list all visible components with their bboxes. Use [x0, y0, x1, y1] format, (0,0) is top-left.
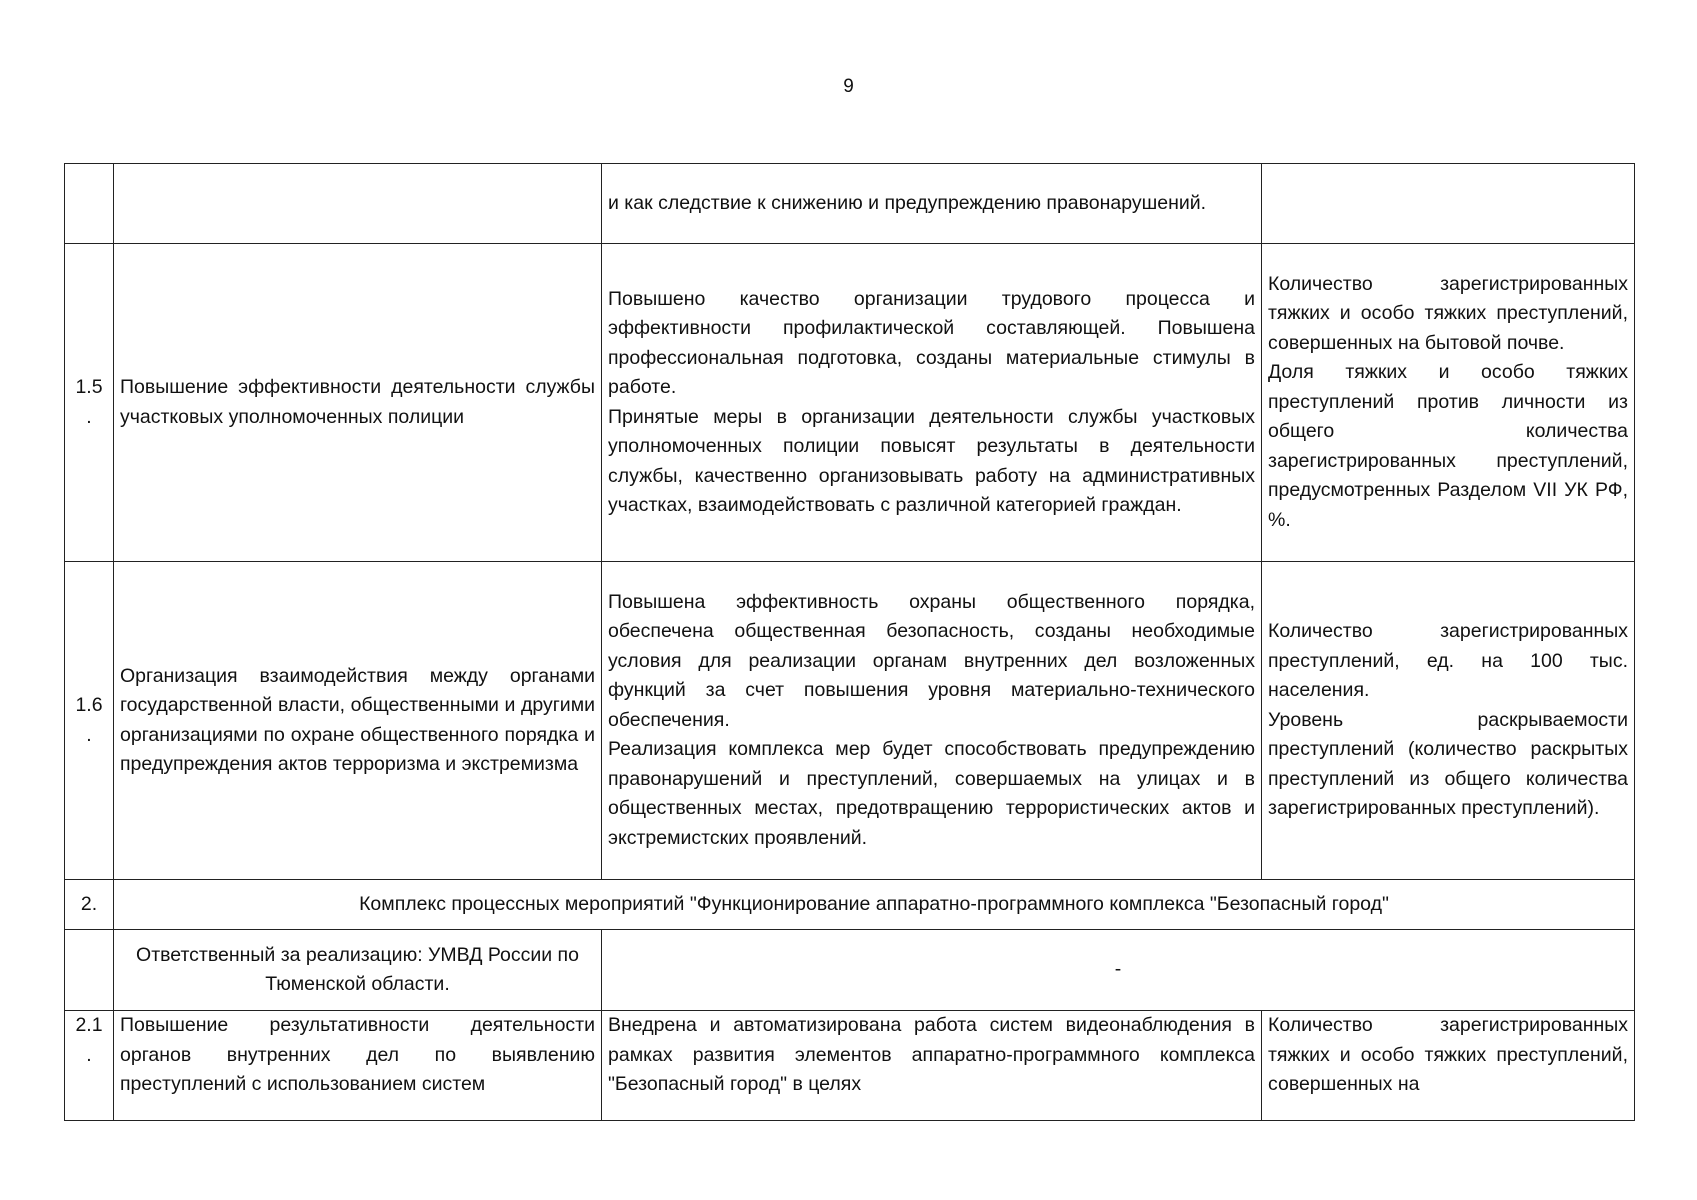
effect-paragraph: Повышено качество организации трудового процесса и эффективности профилактической составляющей. Повышена профессиональная подготовка, созданы материальные стимулы в работе.	[608, 287, 1255, 398]
row-number: 2.1 .	[65, 1011, 114, 1121]
section-title: Комплекс процессных мероприятий "Функционирование аппаратно-программного комплекса "Безопасный город"	[114, 880, 1635, 930]
responsible-row	[65, 930, 1635, 1011]
indicator-cell	[1262, 562, 1635, 880]
task-cell	[114, 164, 602, 244]
row-number: 1.6 .	[65, 562, 114, 880]
task-cell: Повышение эффективности деятельности службы участковых уполномоченных полиции	[114, 244, 602, 562]
responsible-label: Ответственный за реализацию: УМВД России по Тюменской области.	[114, 930, 602, 1011]
effect-cell: Внедрена и автоматизирована работа систем видеонаблюдения в рамках развития элементов аппаратно-программного комплекса "Безопасный город" в целях	[602, 1011, 1262, 1121]
effect-cell	[602, 164, 1262, 244]
effect-cell	[602, 244, 1262, 562]
table-row	[65, 562, 1635, 880]
row-number	[65, 930, 114, 1011]
indicator-cell	[1262, 244, 1635, 562]
responsible-value: -	[602, 930, 1635, 1011]
row-number: 1.5 .	[65, 244, 114, 562]
table-row	[65, 164, 1635, 244]
effect-cell	[602, 562, 1262, 880]
indicator-cell: Количество зарегистрированных тяжких и особо тяжких преступлений, совершенных на	[1262, 1011, 1635, 1121]
effect-paragraph: и как следствие к снижению и предупреждению правонарушений.	[608, 191, 1207, 214]
table-row	[65, 1011, 1635, 1121]
row-number	[65, 164, 114, 244]
indicator-paragraph: Количество зарегистрированных тяжких и особо тяжких преступлений, совершенных на бытовой почве.	[1268, 272, 1628, 354]
indicator-paragraph: Доля тяжких и особо тяжких преступлений против личности из общего количества зарегистрированных преступлений, предусмотренных Разделом VII УК РФ, %.	[1268, 361, 1628, 531]
effect-paragraph: Принятые меры в организации деятельности службы участковых уполномоченных полиции повысят результаты в деятельности службы, качественно организовывать работу на административных участках, взаимодействовать с различной категорией граждан.	[608, 405, 1255, 516]
section-row	[65, 880, 1635, 930]
indicator-paragraph: Уровень раскрываемости преступлений (количество раскрытых преступлений из общего количества зарегистрированных преступлений).	[1268, 708, 1628, 820]
task-cell: Повышение результативности деятельности органов внутренних дел по выявлению преступлений с использованием систем	[114, 1011, 602, 1121]
task-cell: Организация взаимодействия между органами государственной власти, общественными и другими организациями по охране общественного порядка и предупреждения актов терроризма и экстремизма	[114, 562, 602, 880]
indicator-cell	[1262, 164, 1635, 244]
measures-table	[64, 163, 1635, 1121]
indicator-paragraph: Количество зарегистрированных преступлений, ед. на 100 тыс. населения.	[1268, 620, 1628, 702]
page-number: 9	[843, 76, 854, 97]
section-number: 2.	[65, 880, 114, 930]
table-row	[65, 244, 1635, 562]
effect-paragraph: Повышена эффективность охраны общественного порядка, обеспечена общественная безопасность, созданы необходимые условия для реализации органам внутренних дел возложенных функций за счет повышения уровня материально-технического обеспечения.	[608, 590, 1255, 731]
effect-paragraph: Реализация комплекса мер будет способствовать предупреждению правонарушений и преступлений, совершаемых на улицах и в общественных местах, предотвращению террористических актов и экстремистских проявлений.	[608, 738, 1255, 849]
